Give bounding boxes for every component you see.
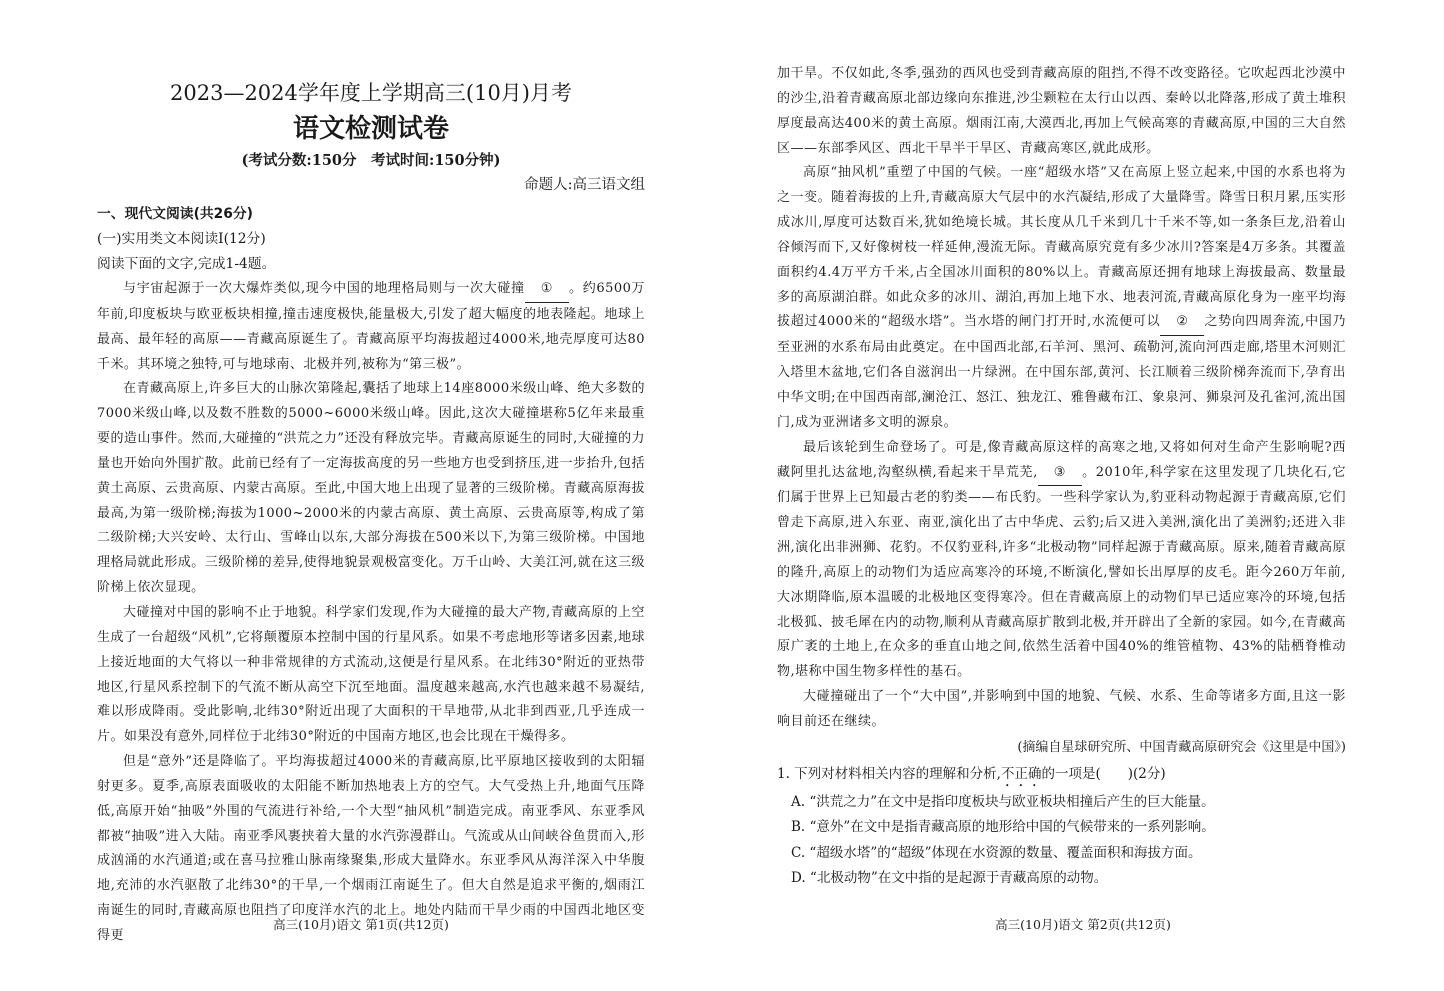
emphasis: 不正确 — [1000, 765, 1042, 782]
source-citation: (摘编自星球研究所、中国青藏高原研究会《这里是中国》) — [1017, 739, 1346, 755]
option-d: D. “北极动物”在文中指的是起源于青藏高原的动物。 — [791, 870, 1108, 887]
exam-title: 2023—2024学年度上学期高三(10月)月考 — [170, 81, 572, 105]
option-a: A. “洪荒之力”在文中是指印度板块与欧亚板块相撞后产生的巨大能量。 — [791, 793, 1215, 810]
instruction: 阅读下面的文字,完成1-4题。 — [97, 256, 276, 272]
exam-info: (考试分数:150分 考试时间:150分钟) — [241, 152, 501, 169]
blank-2: ② — [1160, 310, 1204, 336]
option-c: C. “超级水塔”的“超级”体现在水资源的数量、覆盖面积和海拔方面。 — [791, 844, 1202, 861]
page-footer: 高三(10月)语文 第2页(共12页) — [995, 917, 1171, 932]
section-heading: 一、现代文阅读(共26分) — [97, 206, 253, 222]
page-footer: 高三(10月)语文 第1页(共12页) — [273, 917, 449, 932]
paragraph: 在青藏高原上,许多巨大的山脉次第隆起,囊括了地球上14座8000米级山峰、绝大多数的7000米级山峰,以及数不胜数的5000~6000米级山峰。因此,这次大碰撞堪称5亿年来最重要的造山事件。然而,大碰撞的“洪荒之力”还没有释放完毕。青藏高原诞生的同时,大碰撞的力量也开始向外围扩散。此前已经有了一定海拔高度的另一些地方也受到挤压,进一步抬升,包括黄土高原、云贵高原、内蒙古高原。至此,中国大地上出现了显著的三级阶梯。青藏高原海拔最高,为第一级阶梯;海拔为1000~2000米的内蒙古高原、黄土高原、云贵高原等,构成了第二级阶梯;大兴安岭、太行山、雪峰山以东,大部分海拔在500米以下,为第三级阶梯。中国地理格局就此形成。三级阶梯的差异,使得地貌景观极富变化。万千山岭、大美江河,就在这三级阶梯上依次显现。 — [97, 381, 645, 596]
page-2 — [722, 0, 1444, 991]
author: 命题人:高三语文组 — [524, 177, 645, 193]
subsection-heading: (一)实用类文本阅读Ⅰ(12分) — [97, 231, 266, 247]
paragraph: 但是“意外”还是降临了。平均海拔超过4000米的青藏高原,比平原地区接收到的太阳辐射更多。夏季,高原表面吸收的太阳能不断加热地表上方的空气。大气受热上升,地面气压降低,高原开始“抽吸”外围的气流进行补给,一个大型“抽风机”制造完成。南亚季风、东亚季风都被“抽吸”进入大陆。南亚季风裹挟着大量的水汽弥漫群山。气流或从山间峡谷鱼贯而入,形成汹涌的水汽通道;或在喜马拉雅山脉南缘聚集,形成大量降水。东亚季风从海洋深入中华腹地,充沛的水汽驱散了北纬30°的干旱,一个烟雨江南诞生了。但大自然是追求平衡的,烟雨江南诞生的同时,青藏高原也阻挡了印度洋水汽的北上。地处内陆而干旱少雨的中国西北地区变得更 — [97, 754, 645, 943]
paragraph: 高原“抽风机”重塑了中国的气候。一座“超级水塔”又在高原上竖立起来,中国的水系也将为之一变。随着海拔的上升,青藏高原大气层中的水汽凝结,形成了大量降雪。降雪日积月累,压实形成冰川,厚度可达数百米,犹如绝境长城。其长度从几千米到几十千米不等,如一条条巨龙,沿着山谷倾泻而下,又好像树枝一样延伸,漫流无际。青藏高原究竟有多少冰川?答案是4万多条。其覆盖面积约4.4万平方千米,占全国冰川面积的80%以上。青藏高原还拥有地球上海拔最高、数量最多的高原湖泊群。如此众多的冰川、湖泊,再加上地下水、地表河流,青藏高原化身为一座平均海拔超过4000米的“超级水塔”。当水塔的闸门打开时,水流便可以 ② 之势向四周奔流,中国乃至亚洲的水系布局由此奠定。在中国西北部,石羊河、黑河、疏勒河,流向河西走廊,塔里木河则汇入塔里木盆地,它们各自滋润出一片绿洲。在中国东部,黄河、长江顺着三级阶梯奔流而下,孕育出中华文明;在中国西南部,澜沧江、怒江、独龙江、雅鲁藏布江、象泉河、狮泉河及孔雀河,流出国门,成为亚洲诸多文明的源泉。 — [777, 165, 1346, 430]
paragraph: 大碰撞对中国的影响不止于地貌。科学家们发现,作为大碰撞的最大产物,青藏高原的上空生成了一台超级“风机”,它将颠覆原本控制中国的行星风系。如果不考虑地形等诸多因素,地球上接近地面的大气将以一种非常规律的方式流动,这便是行星风系。在北纬30°附近的亚热带地区,行星风系控制下的气流不断从高空下沉至地面。温度越来越高,水汽也越来越不易凝结,难以形成降雨。受此影响,北纬30°附近出现了大面积的干旱地带,从北非到西亚,几乎连成一片。如果没有意外,同样位于北纬30°附近的中国南方地区,也会比现在干燥得多。 — [97, 604, 645, 745]
question-stem: 1. 下列对材料相关内容的理解和分析,不正确的一项是( )(2分) — [777, 765, 1166, 782]
paper-title: 语文检测试卷 — [292, 114, 449, 144]
blank-1: ① — [525, 277, 569, 303]
paragraph: 与宇宙起源于一次大爆炸类似,现今中国的地理格局则与一次大碰撞 ① 。约6500万年前,印度板块与欧亚板块相撞,撞击速度极快,能量极大,引发了超大幅度的地表隆起。地球上最高、最年轻的高原——青藏高原诞生了。青藏高原平均海拔超过4000米,地壳厚度可达80千米。其环境之独特,可与地球南、北极并列,被称为“第三极”。 — [97, 277, 645, 377]
paragraph: 最后该轮到生命登场了。可是,像青藏高原这样的高寒之地,又将如何对生命产生影响呢?西藏阿里扎达盆地,沟壑纵横,看起来干旱荒芜, ③ 。2010年,科学家在这里发现了几块化石,它们属于世界上已知最古老的豹类——布氏豹。一些科学家认为,豹亚科动物起源于青藏高原,它们曾走下高原,进入东亚、南亚,演化出了古中华虎、云豹;后又进入美洲,演化出了美洲豹;还进入非洲,演化出非洲狮、花豹。不仅豹亚科,许多“北极动物”同样起源于青藏高原。原来,随着青藏高原的隆升,高原上的动物们为适应高寒冷的环境,不断演化,譬如长出厚厚的皮毛。距今260万年前,大冰期降临,原本温暖的北极地区变得寒冷。但在青藏高原上的动物们早已适应寒冷的环境,包括北极狐、披毛犀在内的动物,顺利从青藏高原扩散到北极,并开辟出了全新的家园。如今,在青藏高原广袤的土地上,在众多的垂直山地之间,依然生活着中国40%的维管植物、43%的陆栖脊椎动物,堪称中国生物多样性的基石。 — [777, 439, 1346, 680]
paragraph: 加干旱。不仅如此,冬季,强劲的西风也受到青藏高原的阻挡,不得不改变路径。它吹起西北沙漠中的沙尘,沿着青藏高原北部边缘向东推进,沙尘颗粒在太行山以西、秦岭以北降落,形成了黄土堆积厚度最高达400米的黄土高原。烟雨江南,大漠西北,再加上气候高寒的青藏高原,中国的三大自然区——东部季风区、西北干旱半干旱区、青藏高寒区,就此成形。 — [777, 66, 1346, 156]
paragraph: 大碰撞碰出了一个“大中国”,并影响到中国的地貌、气候、水系、生命等诸多方面,且这一影响目前还在继续。 — [777, 689, 1346, 729]
option-b: B. “意外”在文中是指青藏高原的地形给中国的气候带来的一系列影响。 — [791, 819, 1215, 836]
blank-3: ③ — [1038, 461, 1082, 487]
